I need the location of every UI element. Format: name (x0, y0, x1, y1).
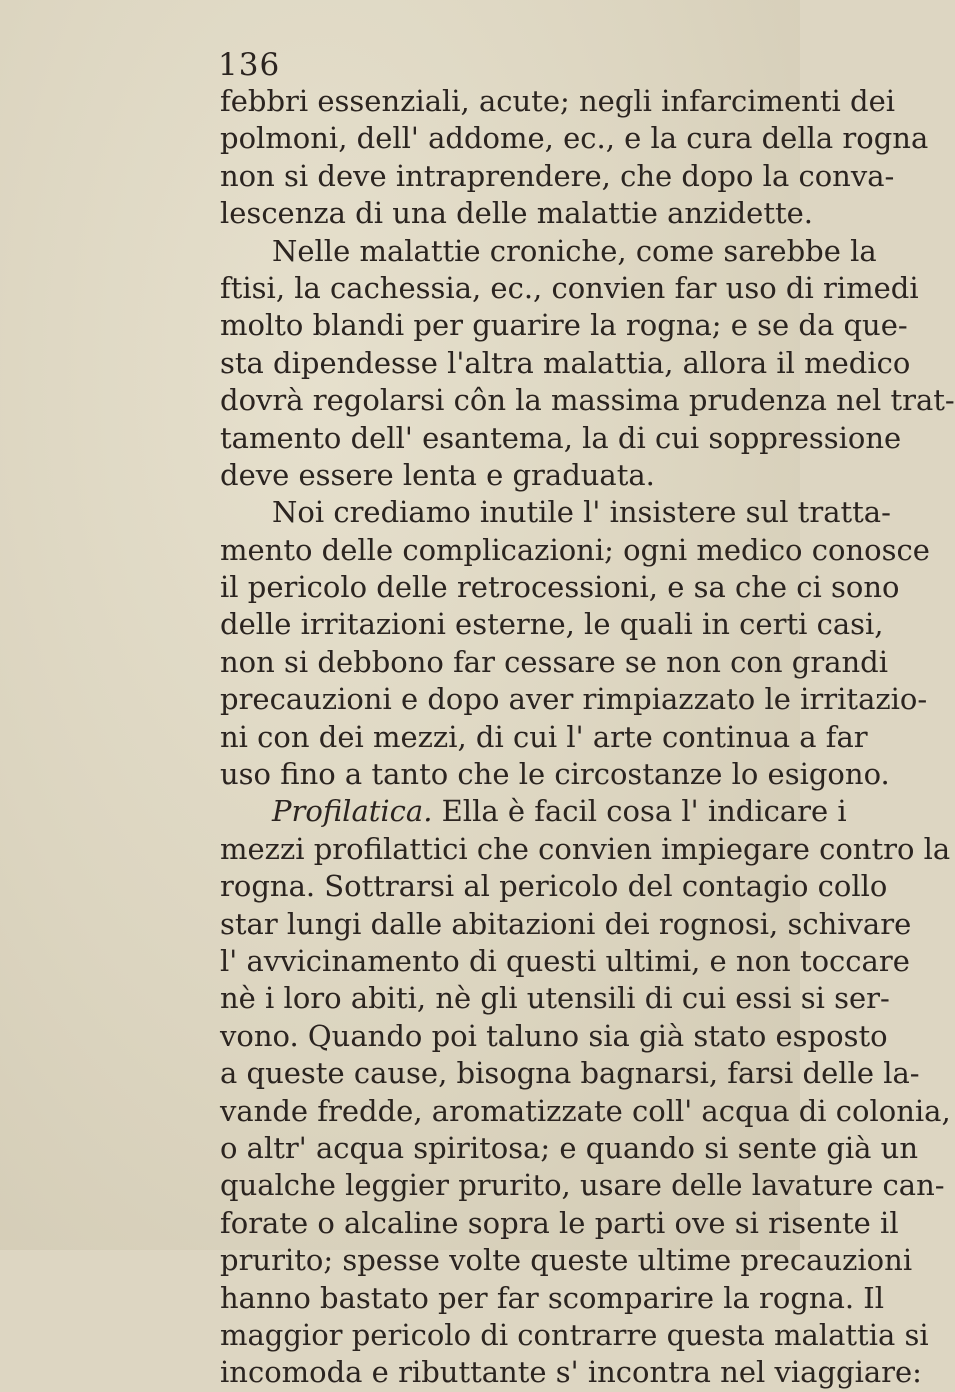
text-line: non si deve intraprendere, che dopo la conva- (220, 158, 895, 193)
text-line: mezzi profilattici che convien impiegare contro la (220, 831, 951, 866)
text-line: dovrà regolarsi côn la massima prudenza nel trat- (220, 383, 955, 418)
text-line: delle irritazioni esterne, le quali in certi casi, (220, 607, 884, 642)
section-heading: Profilatica. (272, 794, 433, 829)
text-line: vono. Quando poi taluno sia già stato esposto (220, 1018, 888, 1053)
text-line: mento delle complicazioni; ogni medico conosce (220, 532, 930, 567)
text-line: il pericolo delle retrocessioni, e sa che ci sono (220, 570, 900, 605)
text-line: ni con dei mezzi, di cui l' arte continua a far (220, 719, 868, 754)
text-line: qualche leggier prurito, usare delle lavature can- (220, 1168, 945, 1203)
text-line: Noi crediamo inutile l' insistere sul tratta- (272, 495, 891, 530)
page-number: 136 (218, 47, 281, 83)
text-line: polmoni, dell' addome, ec., e la cura della rogna (220, 121, 929, 156)
text-line: prurito; spesse volte queste ultime precauzioni (220, 1243, 913, 1278)
text-line: molto blandi per guarire la rogna; e se da que- (220, 308, 908, 343)
text-line: l' avvicinamento di questi ultimi, e non toccare (220, 943, 910, 978)
text-line: vande fredde, aromatizzate coll' acqua di colonia, (220, 1093, 951, 1128)
text-line: incomoda e ributtante s' incontra nel viaggiare: (220, 1355, 922, 1390)
text-line: o altr' acqua spiritosa; e quando si sente già un (220, 1130, 919, 1165)
text-line: sta dipendesse l'altra malattia, allora il medico (220, 345, 911, 380)
text-line: a queste cause, bisogna bagnarsi, farsi delle la- (220, 1056, 920, 1091)
text-line: deve essere lenta e graduata. (220, 457, 655, 492)
text-line: maggior pericolo di contrarre questa malattia si (220, 1317, 929, 1352)
text-line: nè i loro abiti, nè gli utensili di cui essi si ser- (220, 981, 890, 1016)
text-line: forate o alcaline sopra le parti ove si risente il (220, 1205, 899, 1240)
text-line: febbri essenziali, acute; negli infarcimenti dei (220, 84, 896, 118)
text-line: tamento dell' esantema, la di cui soppressione (220, 420, 902, 455)
text-line: hanno bastato per far scomparire la rogna. Il (220, 1280, 885, 1315)
text-line: ftisi, la cachessia, ec., convien far uso di rimedi (220, 270, 919, 305)
text-run: Ella è facil cosa l' indicare i (432, 794, 847, 829)
text-line (220, 793, 847, 830)
text-line: star lungi dalle abitazioni dei rognosi, schivare (220, 906, 912, 941)
text-line: Nelle malattie croniche, come sarebbe la (272, 233, 877, 268)
text-line: uso fino a tanto che le circostanze lo esigono. (220, 757, 890, 792)
text-line: lescenza di una delle malattie anzidette. (220, 196, 814, 231)
text-line: precauzioni e dopo aver rimpiazzato le irritazio- (220, 682, 928, 717)
body-text (220, 83, 955, 1392)
text-line: rogna. Sottrarsi al pericolo del contagio collo (220, 869, 888, 904)
text-line: non si debbono far cessare se non con grandi (220, 644, 889, 679)
